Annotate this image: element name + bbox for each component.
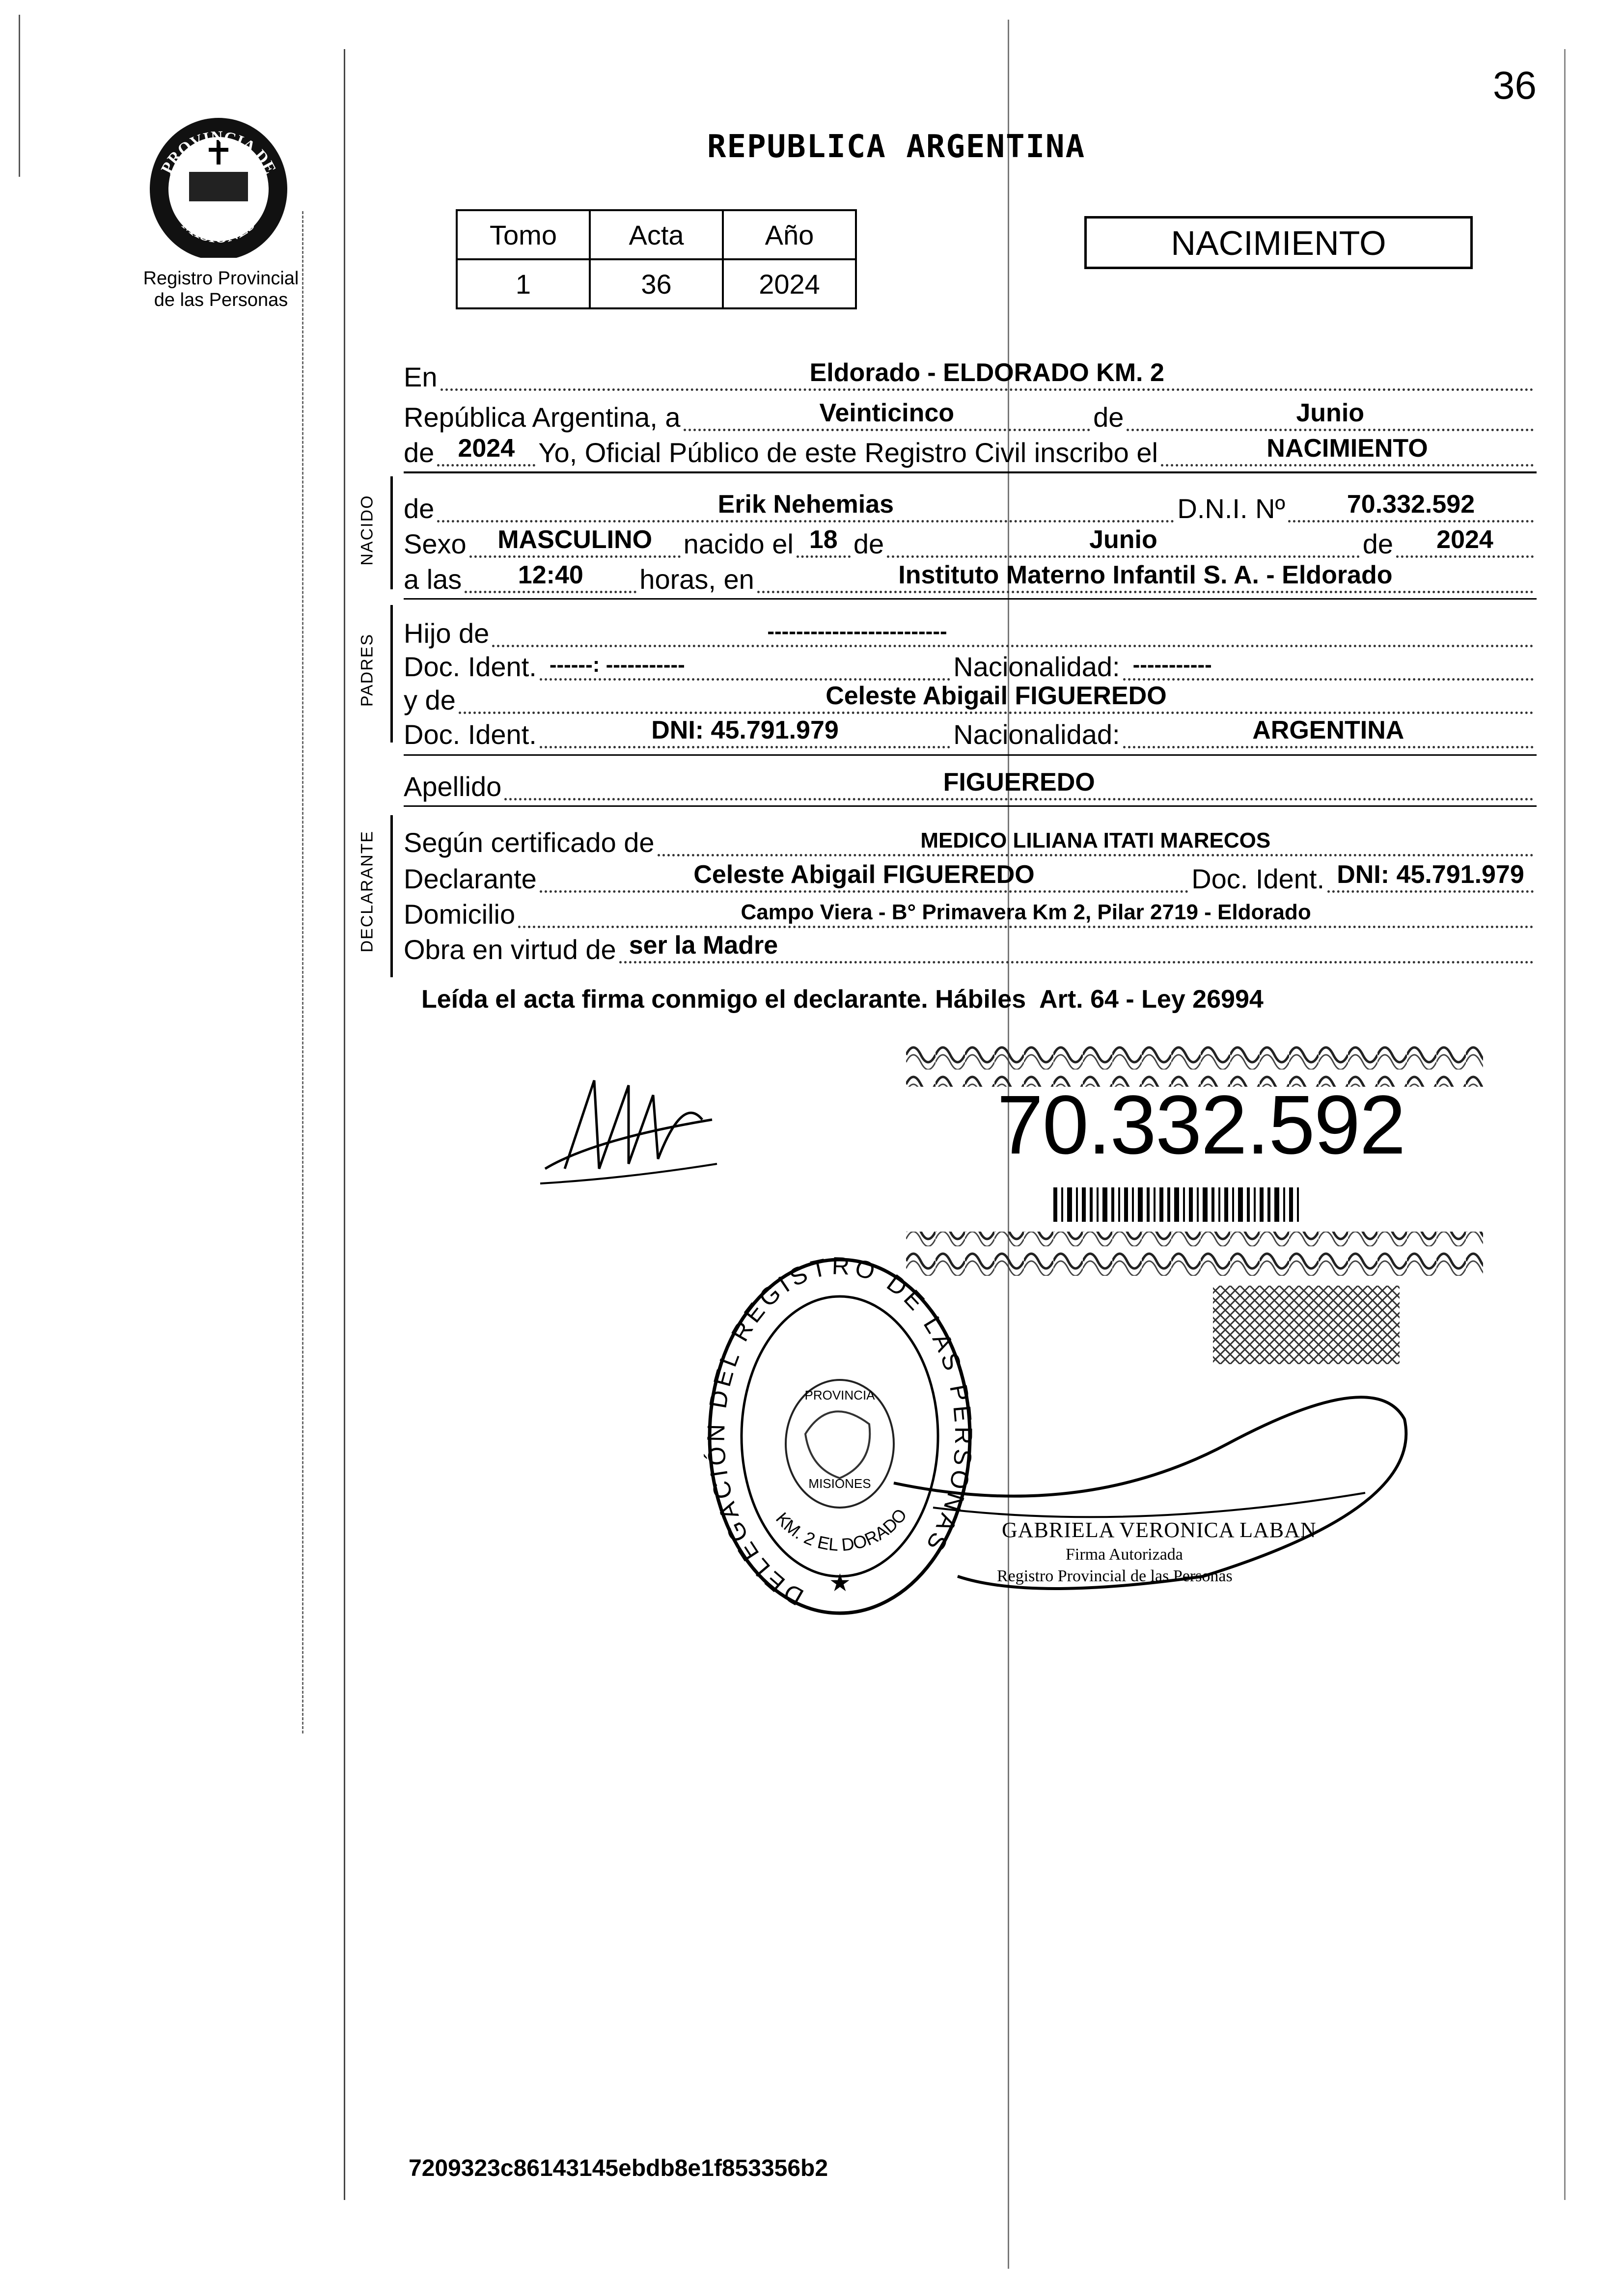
table-value-acta: 36	[590, 259, 723, 308]
label-docd: Doc. Ident.	[1191, 863, 1324, 894]
value-declarante: Celeste Abigail FIGUEREDO	[693, 860, 1035, 889]
row-apellido	[404, 762, 1537, 804]
province-logo	[142, 110, 295, 258]
field-apellido	[504, 764, 1534, 800]
footer-hash: 7209323c86143145ebdb8e1f853356b2	[409, 2155, 828, 2181]
label-nac-de: de	[853, 528, 884, 559]
field-declarante	[540, 856, 1188, 893]
authorized-stamp	[997, 1517, 1317, 1586]
table-header-row	[457, 210, 856, 259]
label-doc1: Doc. Ident.	[404, 651, 537, 682]
field-dia	[684, 394, 1091, 431]
value-nac-mes: Junio	[1089, 525, 1157, 554]
field-nac2	[1123, 712, 1534, 748]
table-header-acta: Acta	[590, 210, 723, 259]
label-yde: y de	[404, 685, 456, 715]
value-obra: ser la Madre	[629, 931, 778, 960]
stamp-role: Firma Autorizada	[1066, 1545, 1183, 1564]
field-dni	[1288, 486, 1534, 522]
barcode	[1053, 1187, 1299, 1222]
logo-arc-top: PROVINCIA DE	[158, 128, 279, 177]
field-hijo	[492, 610, 1534, 647]
label-certificado: Según certificado de	[404, 827, 655, 858]
country-header: REPUBLICA ARGENTINA	[707, 129, 1086, 165]
value-lugar: Instituto Materno Infantil S. A. - Eldorado	[898, 561, 1393, 589]
value-anio: 2024	[458, 434, 515, 463]
rule-after-apellido	[404, 805, 1537, 807]
table-value-row	[457, 259, 856, 308]
sidebar-bar-padres	[390, 605, 393, 742]
label-nombre-de: de	[404, 493, 435, 524]
field-certificado	[658, 820, 1534, 856]
row-inscribe	[404, 428, 1537, 470]
table-header-anio: Año	[723, 210, 856, 259]
field-obra	[619, 927, 1534, 963]
field-madre	[459, 677, 1534, 714]
value-madre: Celeste Abigail FIGUEREDO	[826, 682, 1167, 710]
field-mes	[1127, 394, 1534, 431]
seal-inner-text: KM. 2 EL DORADO	[771, 1505, 911, 1555]
label-de: de	[1093, 402, 1124, 433]
label-republica: República Argentina, a	[404, 402, 681, 433]
label-de2: de	[404, 437, 435, 468]
document-type-box: NACIMIENTO	[1084, 216, 1473, 269]
label-obra: Obra en virtud de	[404, 934, 616, 965]
logo-arc-bottom: MISIONES	[178, 215, 259, 247]
closing-note: Leída el acta firma conmigo el declarante. Hábiles Art. 64 - Ley 26994	[421, 985, 1264, 1014]
label-sexo: Sexo	[404, 528, 467, 559]
value-sexo: MASCULINO	[497, 525, 653, 554]
row-doc2	[404, 710, 1537, 752]
label-nac-de2: de	[1362, 528, 1393, 559]
right-margin-line	[1564, 49, 1566, 2200]
field-doc2	[540, 712, 950, 748]
value-certificado: MEDICO LILIANA ITATI MARECOS	[920, 828, 1271, 852]
field-domicilio	[518, 891, 1534, 928]
logo-caption	[133, 268, 309, 311]
sidebar-bar-declarante	[390, 815, 393, 977]
value-doc1: ------: -----------	[549, 653, 685, 677]
tomo-acta-table	[456, 209, 857, 309]
label-apellido: Apellido	[404, 771, 502, 802]
value-nac1: -----------	[1132, 653, 1212, 677]
rule-after-header	[404, 471, 1537, 473]
declarant-signature	[535, 1066, 732, 1196]
field-nombre	[437, 486, 1174, 522]
label-horas-en: horas, en	[639, 564, 754, 595]
label-nacido: nacido el	[683, 528, 794, 559]
sidebar-bar-nacido	[390, 476, 393, 589]
seal-inner-top: PROVINCIA	[804, 1388, 875, 1402]
value-dni: 70.332.592	[1347, 490, 1475, 519]
rule-after-padres	[404, 754, 1537, 756]
perforation-line	[302, 211, 303, 1733]
field-doc1	[540, 644, 950, 681]
value-hora: 12:40	[518, 561, 583, 589]
field-sexo	[469, 521, 681, 558]
seal-star-icon: ★	[829, 1568, 851, 1597]
label-dni: D.N.I. Nº	[1177, 493, 1285, 524]
field-docd	[1327, 856, 1534, 893]
value-nac-dia: 18	[809, 525, 838, 554]
page-number: 36	[1493, 63, 1537, 107]
row-hora	[404, 555, 1537, 597]
field-anio	[437, 430, 535, 467]
rule-after-nacido	[404, 598, 1537, 600]
label-nac2: Nacionalidad:	[953, 719, 1120, 750]
field-nac-anio	[1396, 521, 1534, 558]
sidebar-padres: PADRES	[358, 633, 377, 707]
seal-inner-bottom: MISIONES	[808, 1476, 871, 1491]
row-en	[404, 353, 1537, 395]
value-hijo: -------------------------	[767, 619, 947, 643]
field-nac1	[1123, 644, 1534, 681]
label-alas: a las	[404, 564, 462, 595]
label-hijo: Hijo de	[404, 618, 490, 649]
label-declarante: Declarante	[404, 863, 537, 894]
value-domicilio: Campo Viera - B° Primavera Km 2, Pilar 2719 - Eldorado	[741, 900, 1311, 924]
page-left-rule	[344, 49, 345, 2200]
value-docd: DNI: 45.791.979	[1337, 860, 1524, 889]
label-en: En	[404, 361, 438, 392]
sidebar-declarante: DECLARANTE	[358, 830, 377, 953]
stamp-org: Registro Provincial de las Personas	[997, 1567, 1233, 1585]
value-nac-anio: 2024	[1436, 525, 1493, 554]
value-inscribe: NACIMIENTO	[1266, 434, 1428, 463]
left-margin-line	[19, 15, 20, 177]
logo-caption-line2: de las Personas	[154, 290, 288, 310]
field-inscribe	[1161, 430, 1534, 467]
logo-caption-line1: Registro Provincial	[143, 268, 299, 289]
sidebar-nacido: NACIDO	[358, 495, 377, 566]
label-yo: Yo, Oficial Público de este Registro Civil inscribo el	[538, 437, 1158, 468]
label-domicilio: Domicilio	[404, 899, 516, 930]
field-nac-dia	[797, 521, 851, 558]
value-nac2: ARGENTINA	[1252, 716, 1404, 744]
value-mes: Junio	[1296, 399, 1365, 427]
seal-ring-text: DELEGACIÓN DEL REGISTRO DE LAS PERSONAS	[702, 1252, 977, 1611]
field-en	[440, 354, 1534, 391]
row-obra	[404, 925, 1537, 967]
table-value-tomo: 1	[457, 259, 590, 308]
value-apellido: FIGUEREDO	[943, 768, 1095, 797]
table-value-anio: 2024	[723, 259, 856, 308]
field-lugar	[757, 556, 1534, 593]
security-label-number: 70.332.592	[997, 1078, 1405, 1172]
label-nac1: Nacionalidad:	[953, 651, 1120, 682]
value-doc2: DNI: 45.791.979	[651, 716, 839, 744]
stamp-name: GABRIELA VERONICA LABAN	[1002, 1518, 1317, 1542]
value-dia: Veinticinco	[819, 399, 955, 427]
value-nombre: Erik Nehemias	[717, 490, 894, 519]
table-header-tomo: Tomo	[457, 210, 590, 259]
field-hora	[465, 556, 636, 593]
field-nac-mes	[887, 521, 1360, 558]
label-doc2: Doc. Ident.	[404, 719, 537, 750]
value-en: Eldorado - ELDORADO KM. 2	[809, 358, 1164, 387]
